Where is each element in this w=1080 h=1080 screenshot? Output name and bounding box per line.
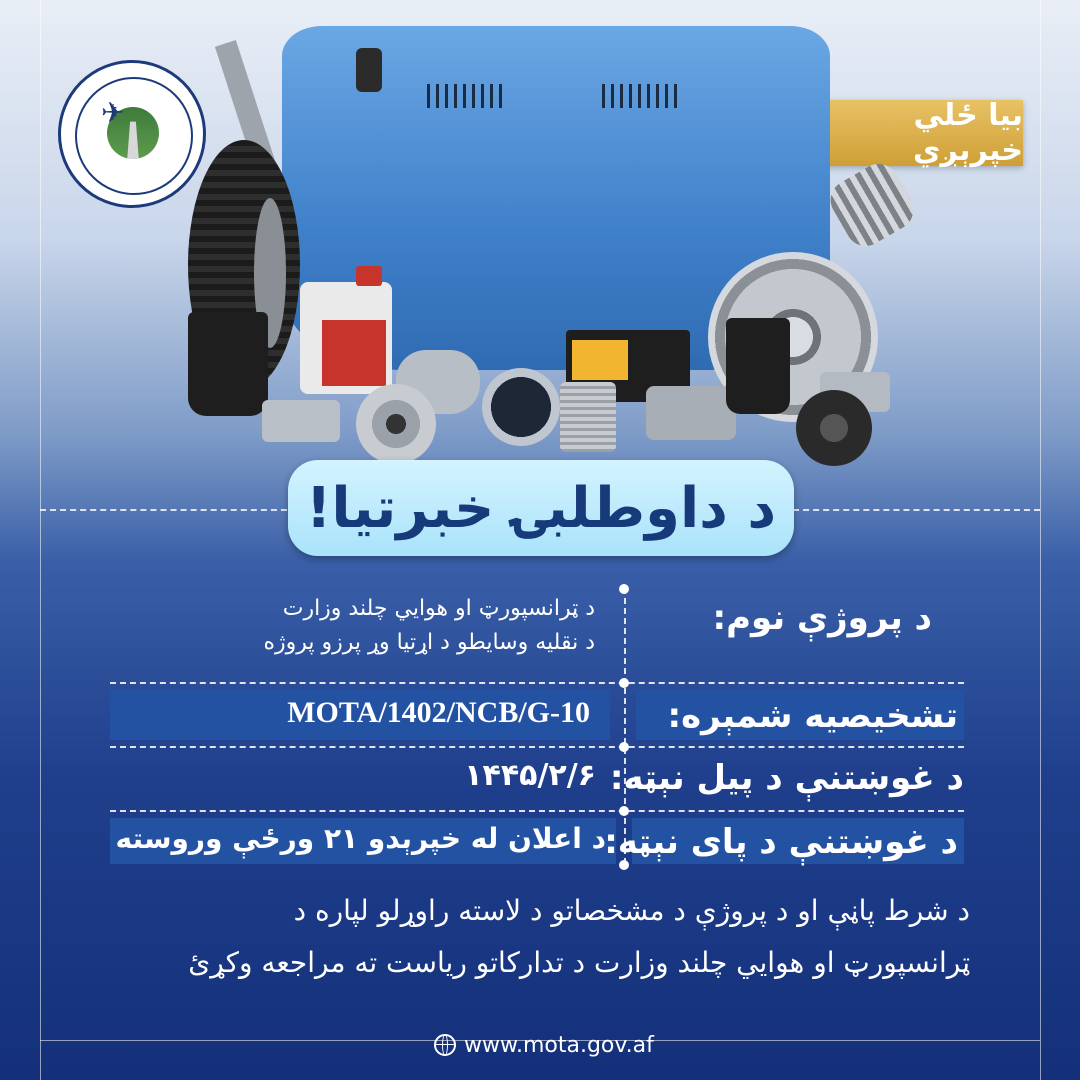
request-start-date-label: د غوښتنې د پیل نېټه:: [609, 758, 964, 798]
grid-dot: [619, 806, 629, 816]
ministry-logo-icon: [58, 60, 206, 208]
battery-label-icon: [572, 340, 628, 380]
brake-disc-icon: [356, 384, 436, 464]
frame-left-line: [40, 0, 41, 1080]
rerelease-badge: بیا ځلي خپرېږي: [805, 100, 1023, 166]
project-name-line: د ټرانسپورټ او هوايي چلند وزارت: [282, 596, 595, 621]
grid-dot: [619, 584, 629, 594]
frame-right-line: [1040, 0, 1041, 1080]
logo-plane-icon: ✈: [101, 96, 125, 129]
speedometer-icon: [482, 368, 560, 446]
oil-bottle-cap-icon: [356, 266, 382, 286]
website-link[interactable]: [434, 1030, 654, 1060]
request-end-date-label: د غوښتنې د پای نېټه:: [604, 822, 958, 862]
request-start-date-value: ۱۴۴۵/۲/۶: [464, 758, 596, 793]
oil-bottle-label-icon: [322, 320, 386, 386]
page-title: د داوطلبۍ خبرتیا!: [288, 460, 794, 556]
air-filter-icon: [560, 382, 616, 452]
mud-flap-icon: [188, 312, 268, 416]
project-name-label: د پروژې نوم:: [712, 598, 932, 638]
grid-dot: [619, 742, 629, 752]
project-name-line: د نقلیه وسایطو د اړتیا وړ پرزو پروژه: [263, 630, 595, 655]
identification-number-label: تشخیصیه شمېره:: [667, 696, 958, 736]
fuel-pump-icon: [262, 400, 340, 442]
row-divider: [110, 682, 964, 684]
hood-vent-icon: [427, 84, 503, 108]
coil-spring-icon: [823, 157, 920, 254]
instructions-line-2: ټرانسپورټ او هوايي چلند وزارت د تدارکاتو ریاست ته مراجعه وکړئ: [188, 946, 970, 979]
grid-dot: [619, 678, 629, 688]
project-name-value: [264, 592, 595, 660]
website-url: www.mota.gov.af: [464, 1032, 654, 1058]
request-end-date-value: د اعلان له خپرېدو ۲۱ ورځې وروسته: [115, 822, 606, 855]
identification-number-value: MOTA/1402/NCB/G-10: [287, 696, 590, 729]
car-key-icon: [356, 48, 382, 92]
hood-vent-icon: [602, 84, 678, 108]
instructions-line-1: د شرط پاڼې او د پروژې د مشخصاتو د لاسته راوړلو لپاره د: [293, 894, 970, 927]
oil-filter-icon: [796, 390, 872, 466]
row-divider: [110, 810, 964, 812]
row-divider: [110, 746, 964, 748]
starter-motor-icon: [646, 386, 736, 440]
globe-icon: [434, 1034, 456, 1056]
mud-flap-icon: [726, 318, 790, 414]
